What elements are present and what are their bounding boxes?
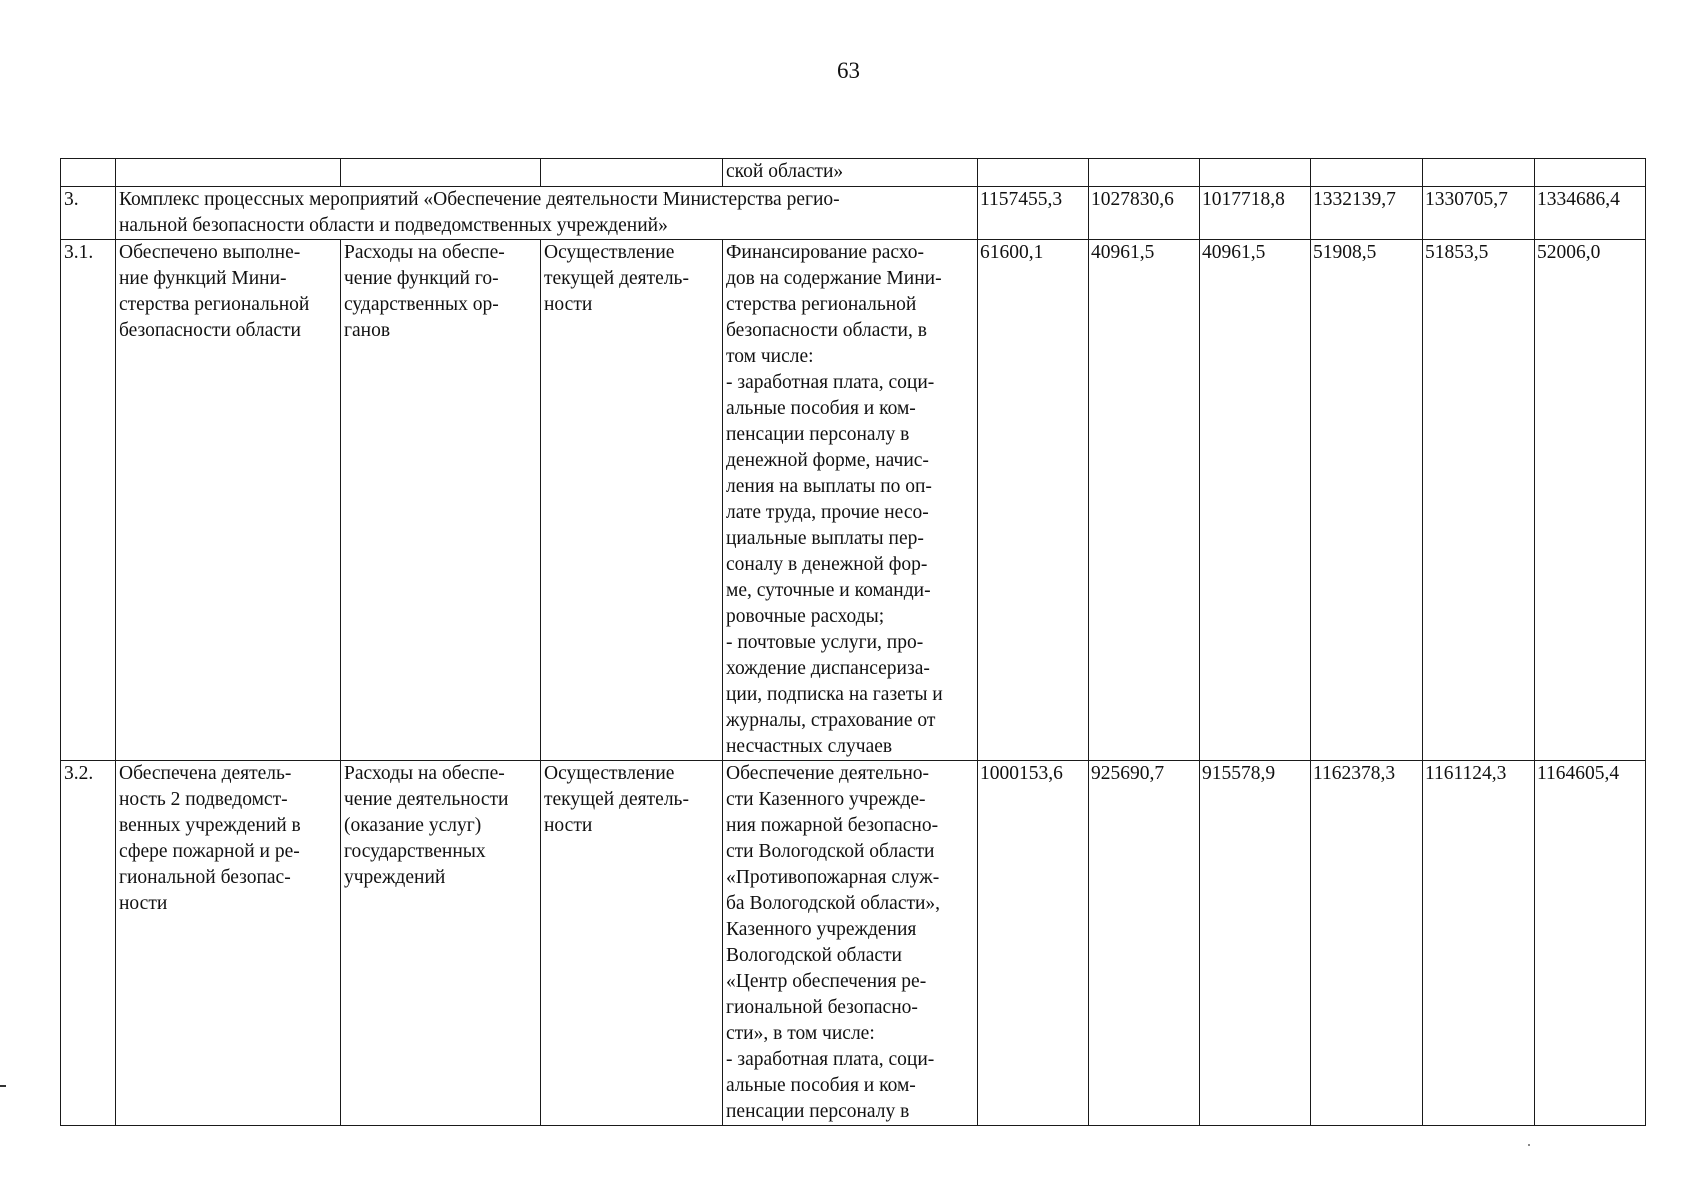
scan-speck (1528, 1144, 1530, 1146)
value-cell: 51853,5 (1423, 240, 1535, 761)
value-cell: 915578,9 (1200, 761, 1311, 1126)
table-row-3 (61, 187, 1646, 240)
cell-empty (61, 159, 116, 187)
cell-empty (1089, 159, 1200, 187)
value-cell: 40961,5 (1089, 240, 1200, 761)
page-number: 63 (837, 58, 860, 83)
continuation-text: ской области» (723, 159, 978, 187)
value-cell: 1027830,6 (1089, 187, 1200, 240)
cell-empty (341, 159, 541, 187)
cell-empty (541, 159, 723, 187)
row-number: 3. (61, 187, 116, 240)
value-cell: 1334686,4 (1535, 187, 1646, 240)
value-cell: 1162378,3 (1311, 761, 1423, 1126)
value-cell: 61600,1 (978, 240, 1089, 761)
row-number: 3.1. (61, 240, 116, 761)
continuation-row (61, 159, 1646, 187)
description-cell: Обеспечение деятельно- сти Казенного учрежде- ния пожарной безопасно- сти Вологодской области «Противопожарная служ- ба Вологодской области», Казенного учреждения Вологодской области «Центр обеспечения ре- гиональной безопасно- сти», в том числе: - заработная плата, соци- альные пособия и ком- пенсации персоналу в (723, 761, 978, 1126)
table-row-3-1 (61, 240, 1646, 761)
cell-empty (1200, 159, 1311, 187)
description-cell: Финансирование расхо- дов на содержание Мини- стерства региональной безопасности области, в том числе: - заработная плата, соци- альные пособия и ком- пенсации персоналу в денежной форме, начис- ления на выплаты по оп- лате труда, прочие несо- циальные выплаты пер- соналу в денежной фор- ме, суточные и команди- ровочные расходы; - почтовые услуги, про- хождение диспансериза- ции, подписка на газеты и журналы, страхование от несчастных случаев (723, 240, 978, 761)
cell-empty (116, 159, 341, 187)
expense-type-cell: Расходы на обеспе- чение функций го- сударственных ор- ганов (341, 240, 541, 761)
cell-empty (1423, 159, 1535, 187)
value-cell: 52006,0 (1535, 240, 1646, 761)
row-number: 3.2. (61, 761, 116, 1126)
value-cell: 1164605,4 (1535, 761, 1646, 1126)
value-cell: 51908,5 (1311, 240, 1423, 761)
table-row-3-2 (61, 761, 1646, 1126)
value-cell: 1000153,6 (978, 761, 1089, 1126)
value-cell: 1017718,8 (1200, 187, 1311, 240)
cell-empty (1311, 159, 1423, 187)
value-cell: 1161124,3 (1423, 761, 1535, 1126)
activity-type-cell: Осуществление текущей деятель- ности (541, 240, 723, 761)
cell-empty (978, 159, 1089, 187)
expense-type-cell: Расходы на обеспе- чение деятельности (оказание услуг) государственных учреждений (341, 761, 541, 1126)
value-cell: 925690,7 (1089, 761, 1200, 1126)
program-activities-table (60, 158, 1646, 1126)
result-cell: Обеспечена деятель- ность 2 подведомст- венных учреждений в сфере пожарной и ре- гиональной безопас- ности (116, 761, 341, 1126)
value-cell: 1157455,3 (978, 187, 1089, 240)
cell-empty (1535, 159, 1646, 187)
value-cell: 1332139,7 (1311, 187, 1423, 240)
result-cell: Обеспечено выполне- ние функций Мини- стерства региональной безопасности области (116, 240, 341, 761)
value-cell: 1330705,7 (1423, 187, 1535, 240)
value-cell: 40961,5 (1200, 240, 1311, 761)
complex-activities-title: Комплекс процессных мероприятий «Обеспечение деятельности Министерства регио- нальной безопасности области и подведомственных учреждений» (116, 187, 978, 240)
activity-type-cell: Осуществление текущей деятель- ности (541, 761, 723, 1126)
scan-mark (0, 1085, 6, 1087)
